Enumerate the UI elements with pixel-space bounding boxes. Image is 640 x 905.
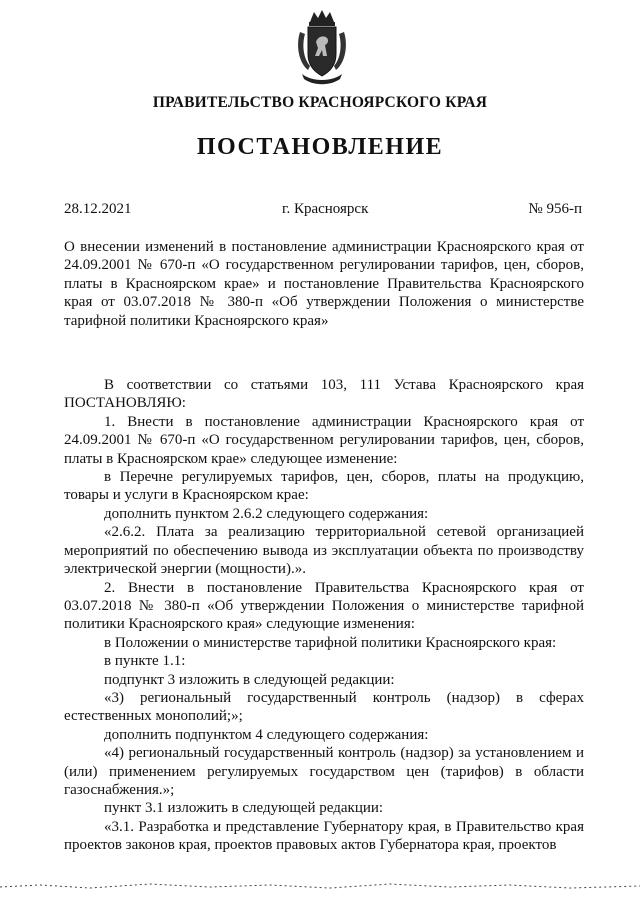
paragraph: В соответствии со статьями 103, 111 Устава Красноярского края ПОСТАНОВЛЯЮ: (64, 377, 584, 412)
paragraph: в Положении о министерстве тарифной политики Красноярского края: (104, 634, 557, 651)
paragraph: дополнить подпунктом 4 следующего содержания: (104, 726, 429, 743)
paragraph: пункт 3.1 изложить в следующей редакции: (104, 800, 384, 817)
paragraph: «4) региональный государственный контроль (надзор) за установлением и (или) применением регулируемых государством цен (тарифов) в области газоснабжения.»; (64, 745, 584, 798)
paragraph: дополнить пунктом 2.6.2 следующего содержания: (104, 505, 429, 522)
document-city: г. Красноярск (282, 201, 369, 217)
krasnoyarsk-coat-of-arms-icon (294, 8, 350, 86)
authority-heading: ПРАВИТЕЛЬСТВО КРАСНОЯРСКОГО КРАЯ (152, 94, 488, 111)
scan-bottom-edge (0, 875, 640, 905)
document-type-heading: ПОСТАНОВЛЕНИЕ (196, 134, 444, 160)
document-number: № 956-п (528, 201, 582, 217)
paragraph: в пункте 1.1: (104, 653, 186, 670)
paragraph: 1. Внести в постановление администрации Красноярского края от 24.09.2001 № 670-п «О государственном регулировании тарифов, цен, сборов, платы в Красноярском крае» следующее изменение: (64, 413, 584, 467)
document-title: О внесении изменений в постановление администрации Красноярского края от 24.09.2001 № 670-п «О государственном регулировании тарифов, цен, сборов, платы в Красноярском крае» и постановление Правительства Красноярского края от 03.07.2018 № 380-п «Об утверждении Положения о министерстве тарифной политики Красноярского края» (64, 239, 584, 329)
paragraph: «3.1. Разработка и представление Губернатору края, в Правительство края проектов законов края, проектов правовых актов Губернатора края, проектов (64, 818, 584, 854)
paragraph: «2.6.2. Плата за реализацию территориальной сетевой организацией мероприятий по обеспечению вывода из эксплуатации объекта по производству электрической энергии (мощности).». (64, 524, 584, 578)
paragraph: подпункт 3 изложить в следующей редакции: (104, 671, 395, 688)
document-body (64, 238, 584, 855)
document-date: 28.12.2021 (64, 201, 132, 217)
paragraph: в Перечне регулируемых тарифов, цен, сборов, платы на продукцию, товары и услуги в Красноярском крае: (64, 469, 584, 504)
paragraph: «3) региональный государственный контроль (надзор) в сферах естественных монополий;»; (64, 689, 584, 725)
paragraph: 2. Внести в постановление Правительства Красноярского края от 03.07.2018 № 380-п «Об утверждении Положения о министерстве тарифной политики Красноярского края» следующие изменения: (64, 579, 584, 633)
